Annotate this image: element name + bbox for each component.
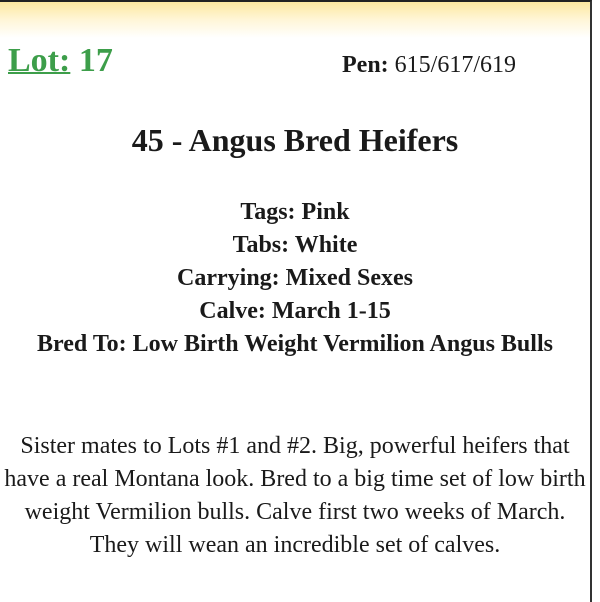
detail-tabs: Tabs: White — [232, 232, 358, 258]
lot-number — [8, 42, 113, 80]
pen-info — [342, 52, 516, 79]
detail-bred-to: Bred To: Low Birth Weight Vermilion Angus Bulls — [37, 331, 553, 357]
lot-value: 17 — [78, 42, 113, 79]
lot-details — [0, 196, 590, 361]
lot-label: Lot: — [8, 42, 71, 79]
detail-tags: Tags: Pink — [240, 199, 350, 225]
detail-carrying: Carrying: Mixed Sexes — [177, 265, 413, 291]
lot-description: Sister mates to Lots #1 and #2. Big, powerful heifers that have a real Montana look. Bred to a big time set of low birth weight Vermilion bulls. Calve first two weeks of March. They will wean an incredible set of calves. — [4, 433, 586, 558]
pen-value: 615/617/619 — [394, 52, 516, 78]
lot-title: 45 - Angus Bred Heifers — [131, 122, 459, 158]
detail-calve: Calve: March 1-15 — [199, 298, 391, 324]
pen-label: Pen: — [342, 52, 389, 78]
